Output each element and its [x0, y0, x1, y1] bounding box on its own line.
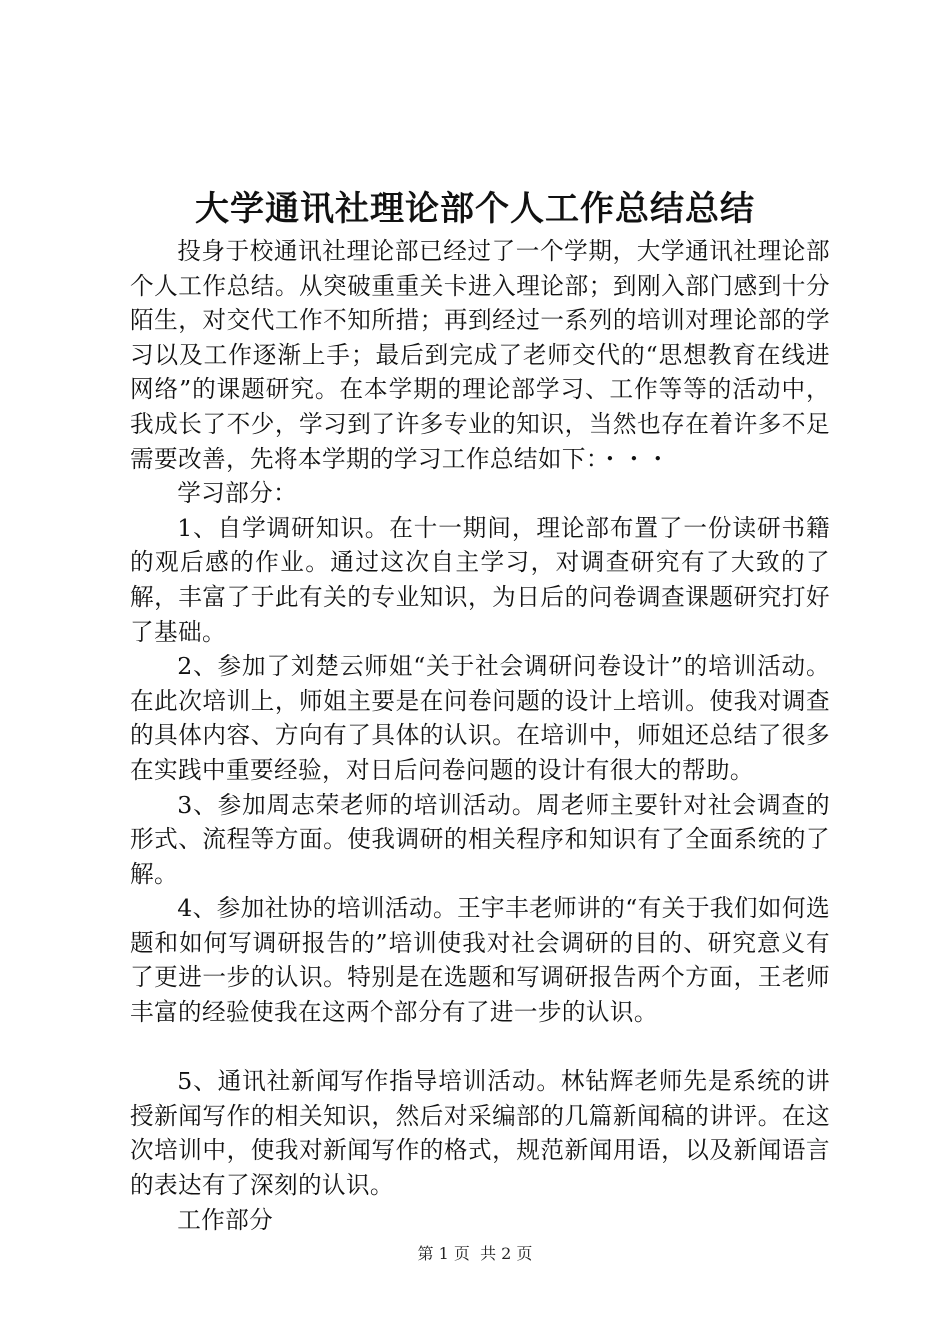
page-footer [0, 1242, 950, 1266]
intro-paragraph: 投身于校通讯社理论部已经过了一个学期，大学通讯社理论部个人工作总结。从突破重重关卡进入理论部；到刚入部门感到十分陌生，对交代工作不知所措；再到经过一系列的培训对理论部的学习以及工作逐渐上手；最后到完成了老师交代的“思想教育在线进网络”的课题研究。在本学期的理论部学习、工作等等的活动中，我成长了不少，学习到了许多专业的知识，当然也存在着许多不足需要改善，先将本学期的学习工作总结如下：・・・ [130, 237, 830, 473]
study-item-1: 1、自学调研知识。在十一期间，理论部布置了一份读研书籍的观后感的作业。通过这次自主学习，对调查研究有了大致的了解，丰富了于此有关的专业知识，为日后的问卷调查课题研究打好了基础。 [130, 513, 830, 646]
document-title: 大学通讯社理论部个人工作总结总结 [195, 189, 755, 229]
document-body [130, 234, 830, 1237]
page-number: 第 1 页 [417, 1244, 470, 1263]
study-item-3: 3、参加周志荣老师的培训活动。周老师主要针对社会调查的形式、流程等方面。使我调研的相关程序和知识有了全面系统的了解。 [130, 790, 830, 888]
study-section-heading: 学习部分： [177, 479, 298, 508]
work-section-heading: 工作部分 [177, 1205, 274, 1234]
study-item-2: 2、参加了刘楚云师姐“关于社会调研问卷设计”的培训活动。在此次培训上，师姐主要是在问卷问题的设计上培训。使我对调查的具体内容、方向有了具体的认识。在培训中，师姐还总结了很多在实践中重要经验，对日后问卷问题的设计有很大的帮助。 [130, 652, 830, 784]
page-total: 共 2 页 [480, 1244, 533, 1263]
study-item-5: 5、通讯社新闻写作指导培训活动。林钻辉老师先是系统的讲授新闻写作的相关知识，然后对采编部的几篇新闻稿的讲评。在这次培训中，使我对新闻写作的格式，规范新闻用语，以及新闻语言的表达有了深刻的认识。 [130, 1067, 830, 1200]
study-item-4: 4、参加社协的培训活动。王宇丰老师讲的“有关于我们如何选题和如何写调研报告的”培训使我对社会调研的目的、研究意义有了更进一步的认识。特别是在选题和写调研报告两个方面，王老师丰富的经验使我在这两个部分有了进一步的认识。 [130, 894, 830, 1027]
